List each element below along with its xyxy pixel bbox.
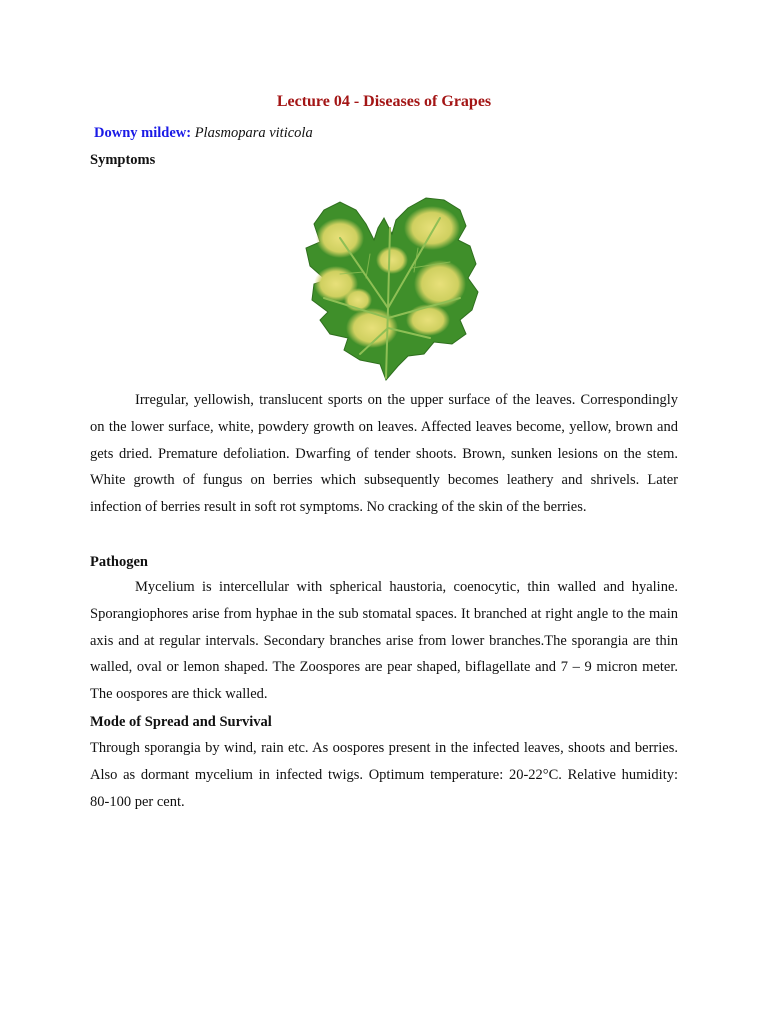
grape-leaf-icon: [300, 188, 482, 384]
disease-label: Downy mildew:: [94, 125, 192, 141]
grape-leaf-image: [300, 188, 482, 384]
symptoms-heading: Symptoms: [90, 152, 156, 168]
spread-heading: Mode of Spread and Survival: [90, 714, 272, 730]
spread-text: Through sporangia by wind, rain etc. As oospores present in the infected leaves, shoots and berries. Also as dormant mycelium in infected twigs. Optimum temperature: 20-22°C. Relative humidity: 80-100 per cent.: [90, 740, 678, 810]
disease-subtitle: [94, 125, 313, 142]
pathogen-text: Mycelium is intercellular with spherical haustoria, coenocytic, thin walled and hyaline. Sporangiophores arise from hyphae in the sub stomatal spaces. It branched at right angle to the main axis and at regular intervals. Secondary branches arise from lower branches.The sporangia are thin walled, oval or lemon shaped. The Zoospores are pear shaped, biflagellate and 7 – 9 micron meter. The oospores are thick walled.: [90, 579, 678, 703]
scientific-name: Plasmopara viticola: [194, 125, 313, 141]
page-title: Lecture 04 - Diseases of Grapes: [276, 93, 492, 110]
pathogen-heading: Pathogen: [90, 554, 148, 570]
symptoms-text: Irregular, yellowish, translucent sports on the upper surface of the leaves. Correspondingly on the lower surface, white, powdery growth on leaves. Affected leaves become, yellow, brown and gets dried. Premature defoliation. Dwarfing of tender shoots. Brown, sunken lesions on the stem. White growth of fungus on berries which subsequently becomes leathery and shrivels. Later infection of berries result in soft rot symptoms. No cracking of the skin of the berries.: [90, 392, 678, 516]
